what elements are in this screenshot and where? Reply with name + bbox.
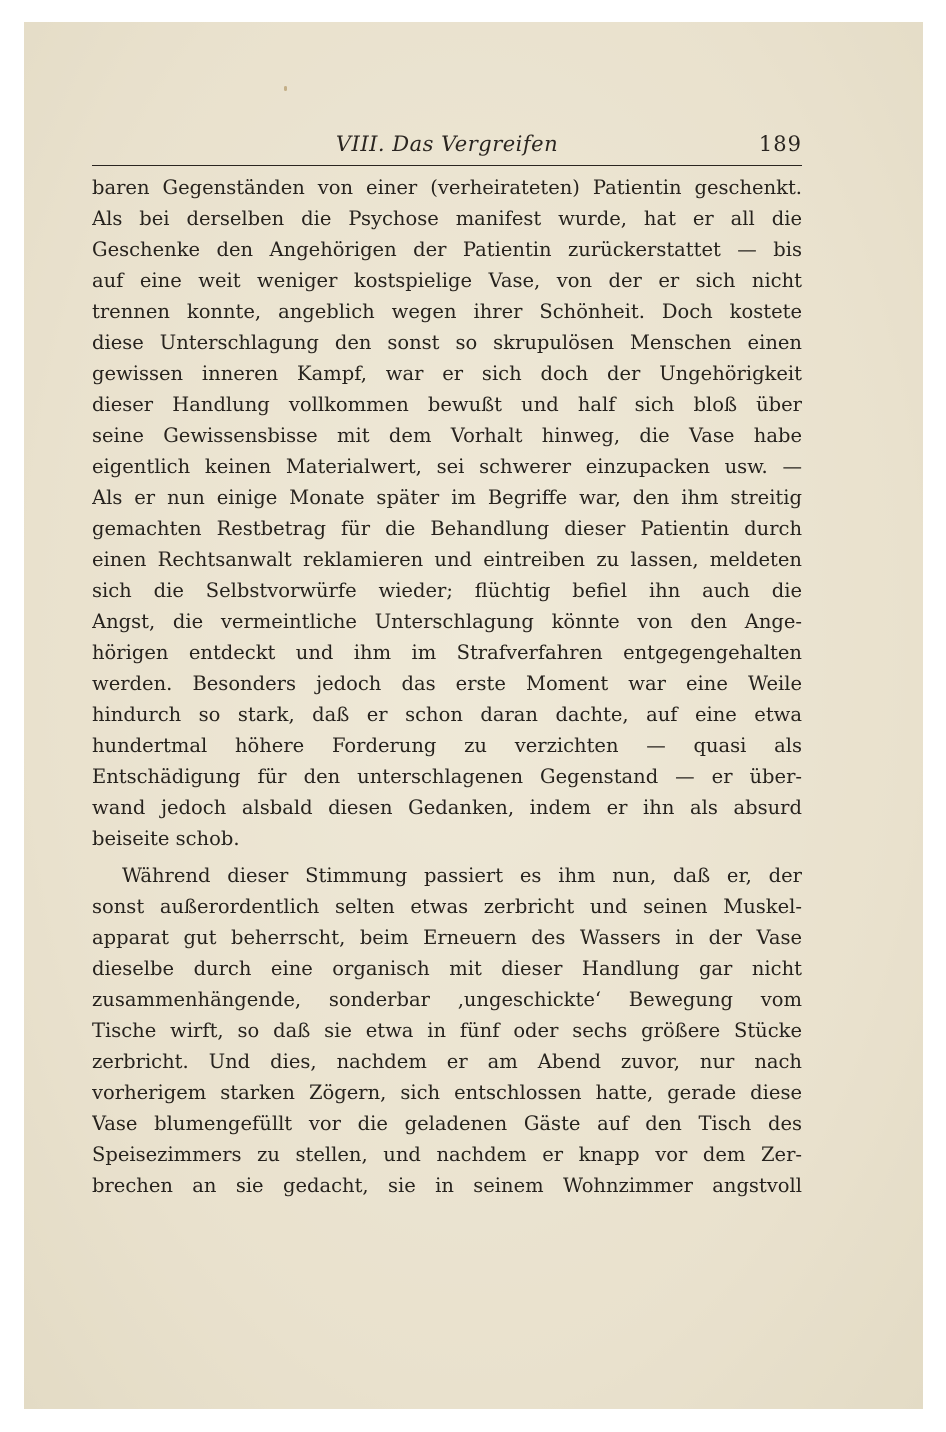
text-line: sich die Selbstvorwürfe wieder; flüchtig befiel ihn auch die [92, 579, 802, 602]
text-line: wand jedoch alsbald diesen Gedanken, indem er ihn als absurd [92, 796, 802, 819]
text-line: beiseite schob. [92, 827, 240, 850]
text-line: baren Gegenständen von einer (verheirateten) Patientin geschenkt. [92, 176, 802, 199]
text-line: brechen an sie gedacht, sie in seinem Wohnzimmer angstvoll [92, 1174, 802, 1197]
body-text [92, 172, 802, 1201]
text-line: Vase blumengefüllt vor die geladenen Gäste auf den Tisch des [92, 1112, 802, 1135]
text-line: Tische wirft, so daß sie etwa in fünf oder sechs größere Stücke [92, 1019, 802, 1042]
text-line: diese Unterschlagung den sonst so skrupulösen Menschen einen [92, 331, 802, 354]
text-line: Als bei derselben die Psychose manifest wurde, hat er all die [92, 207, 802, 230]
text-line: Entschädigung für den unterschlagenen Gegenstand — er über- [92, 765, 802, 788]
text-line: hindurch so stark, daß er schon daran dachte, auf eine etwa [92, 703, 802, 726]
text-line: werden. Besonders jedoch das erste Moment war eine Weile [92, 672, 802, 695]
text-line: apparat gut beherrscht, beim Erneuern des Wassers in der Vase [92, 926, 802, 949]
text-line: gemachten Restbetrag für die Behandlung dieser Patientin durch [92, 517, 802, 540]
text-line: sonst außerordentlich selten etwas zerbricht und seinen Muskel- [92, 895, 802, 918]
text-line: dieser Handlung vollkommen bewußt und half sich bloß über [92, 393, 802, 416]
paragraph [92, 860, 802, 1201]
text-line: hörigen entdeckt und ihm im Strafverfahren entgegengehalten [92, 641, 802, 664]
text-line: Geschenke den Angehörigen der Patientin zurückerstattet — bis [92, 238, 802, 261]
text-line: Speisezimmers zu stellen, und nachdem er knapp vor dem Zer- [92, 1143, 802, 1166]
paragraph [92, 172, 802, 854]
text-line: seine Gewissensbisse mit dem Vorhalt hinweg, die Vase habe [92, 424, 802, 447]
text-line: trennen konnte, angeblich wegen ihrer Schönheit. Doch kostete [92, 300, 802, 323]
page-number: 189 [758, 132, 802, 156]
header-rule [92, 165, 802, 166]
text-line: vorherigem starken Zögern, sich entschlossen hatte, gerade diese [92, 1081, 802, 1104]
text-line: gewissen inneren Kampf, war er sich doch der Ungehörigkeit [92, 362, 802, 385]
paper-speck [284, 86, 287, 91]
chapter-title: VIII. Das Vergreifen [335, 132, 559, 156]
text-line: zerbricht. Und dies, nachdem er am Abend zuvor, nur nach [92, 1050, 802, 1073]
text-line: hundertmal höhere Forderung zu verzichten — quasi als [92, 734, 802, 757]
text-line: Während dieser Stimmung passiert es ihm nun, daß er, der [122, 864, 802, 887]
running-head [92, 132, 802, 166]
text-line: Als er nun einige Monate später im Begriffe war, den ihm streitig [92, 486, 802, 509]
text-line: einen Rechtsanwalt reklamieren und eintreiben zu lassen, meldeten [92, 548, 802, 571]
text-line: dieselbe durch eine organisch mit dieser Handlung gar nicht [92, 957, 802, 980]
book-page [24, 22, 923, 1409]
text-line: auf eine weit weniger kostspielige Vase, von der er sich nicht [92, 269, 802, 292]
text-line: eigentlich keinen Materialwert, sei schwerer einzupacken usw. — [92, 455, 802, 478]
text-line: Angst, die vermeintliche Unterschlagung könnte von den Ange- [92, 610, 802, 633]
text-line: zusammenhängende, sonderbar ‚ungeschickte‘ Bewegung vom [92, 988, 802, 1011]
